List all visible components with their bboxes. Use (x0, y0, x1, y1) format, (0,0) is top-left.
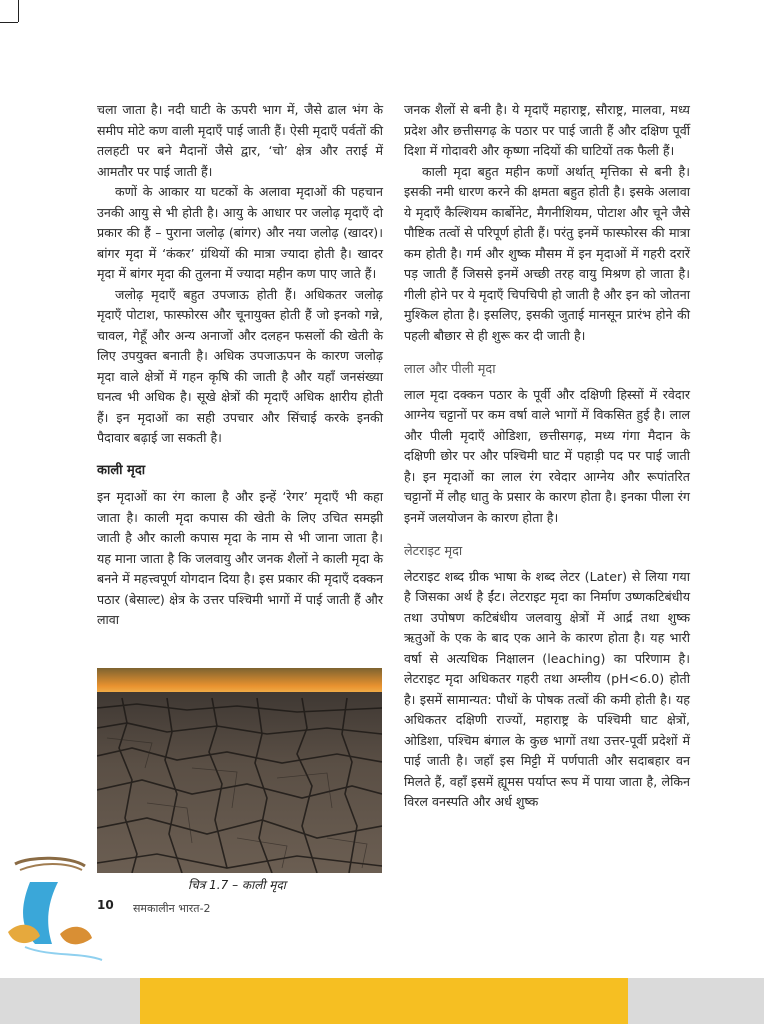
page-number: 10 (97, 898, 114, 912)
section-heading: लेटराइट मृदा (404, 544, 463, 559)
crop-mark-top-vertical (18, 0, 19, 22)
waterfall-illustration (0, 852, 110, 962)
book-title: समकालीन भारत-2 (133, 902, 211, 915)
left-column (97, 100, 383, 631)
paragraph: लाल मृदा दक्कन पठार के पूर्वी और दक्षिणी हिस्सों में रवेदार आग्नेय चट्टानों पर कम वर्षा वाले भागों में विकसित हुई है। लाल और पीली मृदाएँ ओडिशा, छत्तीसगढ़, मध्य गंगा मैदान के दक्षिणी छोर पर और पश्चिमी घाट में पहाड़ी पद पर पाई जाती है। इन मृदाओं का लाल रंग रवेदार आग्नेय और रूपांतरित चट्टानों में लौह धातु के प्रसार के कारण होता है। इनका पीला रंग इनमें जलयोजन के कारण होता है। (404, 386, 690, 525)
paragraph: कणों के आकार या घटकों के अलावा मृदाओं की पहचान उनकी आयु से भी होती है। आयु के आधार पर जलोढ़ मृदाएँ दो प्रकार की हैं – पुराना जलोढ़ (बांगर) और नया जलोढ़ (खादर)। बांगर मृदा में ‘कंकर’ ग्रंथियों की मात्रा ज्यादा होती है। खादर मृदा में बांगर मृदा की तुलना में ज्यादा महीन कण पाए जाते हैं। (97, 184, 383, 281)
paragraph: लेटराइट शब्द ग्रीक भाषा के शब्द लेटर (Later) से लिया गया है जिसका अर्थ है ईंट। लेटराइट मृदा का निर्माण उष्णकटिबंधीय तथा उपोषण कटिबंधीय जलवायु क्षेत्रों में आर्द्र तथा शुष्क ऋतुओं के एक के बाद एक आने के कारण होता है। यह भारी वर्षा से अत्यधिक निक्षालन (leaching) का परिणाम है। लेटराइट मृदा अधिकतर गहरी तथा अम्लीय (pH<6.0) होती है। इसमें सामान्यत: पौधों के पोषक तत्वों की कमी होती है। यह अधिकतर दक्षिणी राज्यों, महाराष्ट्र के पश्चिमी घाट क्षेत्रों, ओडिशा, पश्चिम बंगाल के कुछ भागों तथा उत्तर-पूर्वी प्रदेशों में पाई जाती है। जहाँ इस मिट्टी में पर्णपाती और सदाबहार वन मिलते हैं, वहाँ इसमें ह्यूमस पर्याप्त रूप में पाया जाता है, लेकिन विरल वनस्पति और अर्ध शुष्क (404, 568, 690, 809)
black-soil-photo (97, 668, 382, 873)
right-column (404, 100, 690, 813)
paragraph: चला जाता है। नदी घाटी के ऊपरी भाग में, जैसे ढाल भंग के समीप मोटे कण वाली मृदाएँ पाई जाती हैं। ऐसी मृदाएँ पर्वतों की तलहटी पर बने मैदानों जैसे द्वार, ‘चो’ क्षेत्र और तराई में आमतौर पर पाई जाती हैं। (97, 102, 383, 179)
paragraph: काली मृदा बहुत महीन कणों अर्थात् मृत्तिका से बनी है। इसकी नमी धारण करने की क्षमता बहुत होती है। इसके अलावा ये मृदाएँ कैल्शियम कार्बोनेट, मैगनीशियम, पोटाश और चूने जैसे पौष्टिक तत्वों से परिपूर्ण होती हैं। परंतु इनमें फास्फोरस की मात्रा कम होती है। गर्म और शुष्क मौसम में इन मृदाओं में गहरी दरारें पड़ जाती हैं जिससे इनमें अच्छी तरह वायु मिश्रण हो जाता है। गीली होने पर ये मृदाएँ चिपचिपी हो जाती है और इन को जोतना मुश्किल होता है। इसलिए, इसकी जुताई मानसून प्रारंभ होने की पहली बौछार से ही शुरू कर दी जाती है। (404, 163, 690, 343)
paragraph: जलोढ़ मृदाएँ बहुत उपजाऊ होती हैं। अधिकतर जलोढ़ मृदाएँ पोटाश, फास्फोरस और चूनायुक्त होती हैं जो इनको गन्ने, चावल, गेहूँ और अन्य अनाजों और दलहन फसलों की खेती के लिए उपयुक्त बनाती है। अधिक उपजाऊपन के कारण जलोढ़ मृदा वाले क्षेत्रों में गहन कृषि की जाती है और यहाँ जनसंख्या घनत्व भी अधिक है। सूखे क्षेत्रों की मृदाएँ अधिक क्षारीय होती हैं। इन मृदाओं का सही उपचार और सिंचाई करके इनकी पैदावार बढ़ाई जा सकती है। (97, 286, 383, 445)
paragraph: जनक शैलों से बनी है। ये मृदाएँ महाराष्ट्र, सौराष्ट्र, मालवा, मध्य प्रदेश और छत्तीसगढ़ के पठार पर पाई जाती हैं और दक्षिण पूर्वी दिशा में गोदावरी और कृष्णा नदियों की घाटियों तक फैली हैं। (404, 102, 690, 158)
paragraph: इन मृदाओं का रंग काला है और इन्हें ‘रेगर’ मृदाएँ भी कहा जाता है। काली मृदा कपास की खेती के लिए उचित समझी जाती है और काली कपास मृदा के नाम से भी जाना जाता है। यह माना जाता है कि जलवायु और जनक शैलों ने काली मृदा के बनने में महत्त्वपूर्ण योगदान दिया है। इस प्रकार की मृदाएँ दक्कन पठार (बेसाल्ट) क्षेत्र के उत्तर पश्चिमी भागों में पाई जाती हैं और लावा (97, 489, 383, 627)
footer-color-bar (140, 978, 628, 1024)
crop-mark-top (0, 22, 18, 23)
section-heading: लाल और पीली मृदा (404, 362, 496, 377)
figure-caption: चित्र 1.7 – काली मृदा (188, 878, 286, 892)
section-heading: काली मृदा (97, 462, 146, 478)
